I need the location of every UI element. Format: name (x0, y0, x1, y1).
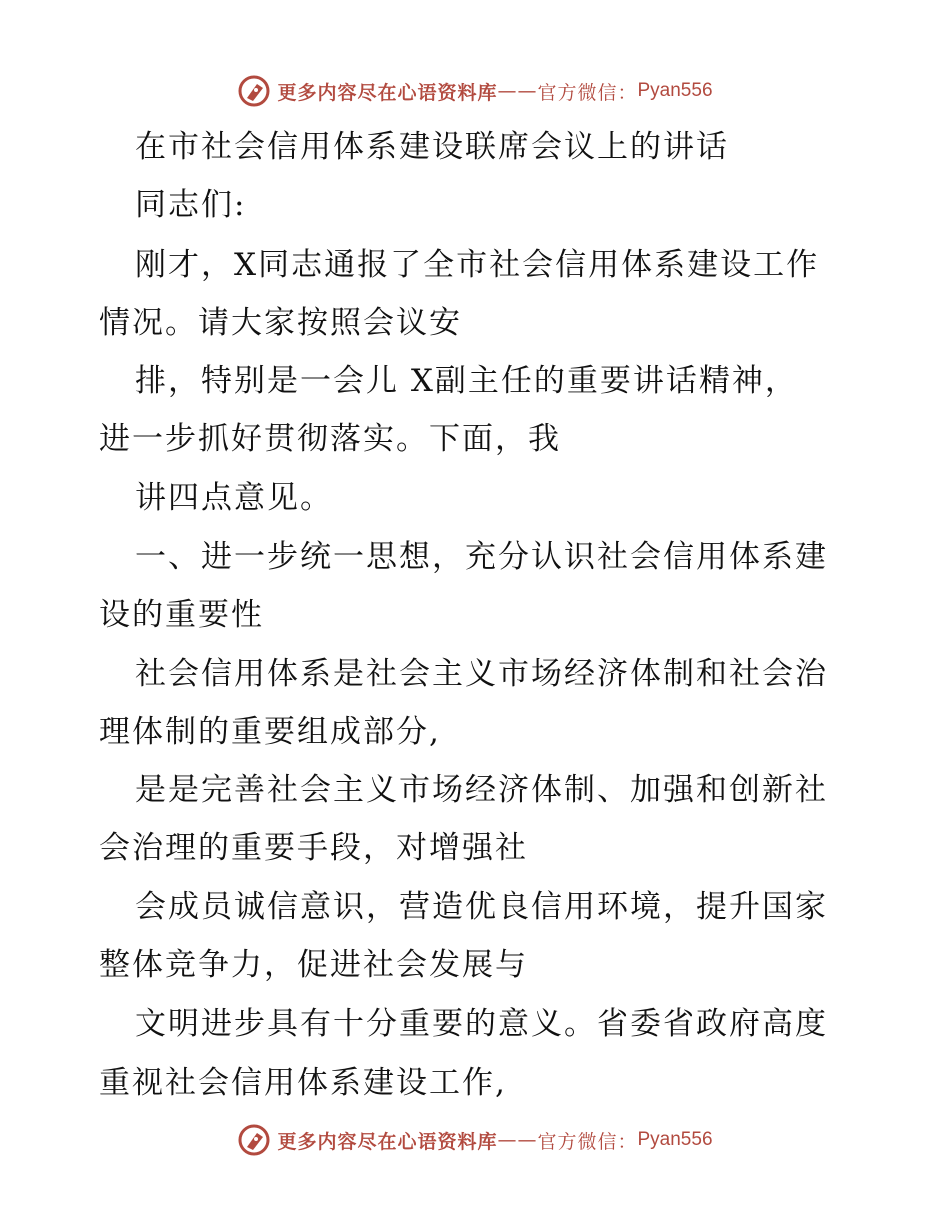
paragraph-line: 会治理的重要手段，对增强社 (99, 830, 528, 866)
pen-nib-logo-icon (237, 74, 271, 108)
watermark-site-name: 更多内容尽在心语资料库 (277, 81, 498, 104)
paragraph-line: 刚才，X同志通报了全市社会信用体系建设工作 (135, 247, 820, 283)
salutation: 同志们: (135, 187, 247, 223)
section-heading-continued: 设的重要性 (99, 597, 264, 633)
paragraph-line: 是是完善社会主义市场经济体制、加强和创新社 (135, 772, 828, 808)
header-watermark (0, 71, 950, 111)
paragraph-line: 排，特别是一会儿 X副主任的重要讲话精神， (135, 363, 798, 399)
pen-nib-logo-icon (237, 1123, 271, 1157)
paragraph-line: 理体制的重要组成部分, (99, 714, 441, 750)
paragraph-line: 整体竞争力，促进社会发展与 (99, 947, 528, 983)
section-heading: 一、进一步统一思想，充分认识社会信用体系建 (135, 539, 828, 575)
paragraph-line: 情况。请大家按照会议安 (99, 305, 462, 341)
watermark-wechat-label: 官方微信： (537, 1130, 638, 1153)
paragraph-line: 会成员诚信意识，营造优良信用环境，提升国家 (135, 889, 828, 925)
paragraph-line: 讲四点意见。 (135, 480, 333, 516)
watermark-wechat-id: Pyan556 (637, 80, 713, 101)
paragraph-line: 社会信用体系是社会主义市场经济体制和社会治 (135, 656, 828, 692)
document-title: 在市社会信用体系建设联席会议上的讲话 (135, 129, 729, 165)
watermark-dash: —— (497, 80, 538, 102)
watermark-wechat-id: Pyan556 (637, 1129, 713, 1150)
paragraph-line: 文明进步具有十分重要的意义。省委省政府高度 (135, 1006, 828, 1042)
footer-watermark (0, 1120, 950, 1160)
paragraph-line: 进一步抓好贯彻落实。下面，我 (99, 421, 561, 457)
watermark-dash: —— (497, 1129, 538, 1151)
watermark-site-name: 更多内容尽在心语资料库 (277, 1130, 498, 1153)
paragraph-line: 重视社会信用体系建设工作, (99, 1065, 507, 1101)
watermark-wechat-label: 官方微信： (537, 81, 638, 104)
